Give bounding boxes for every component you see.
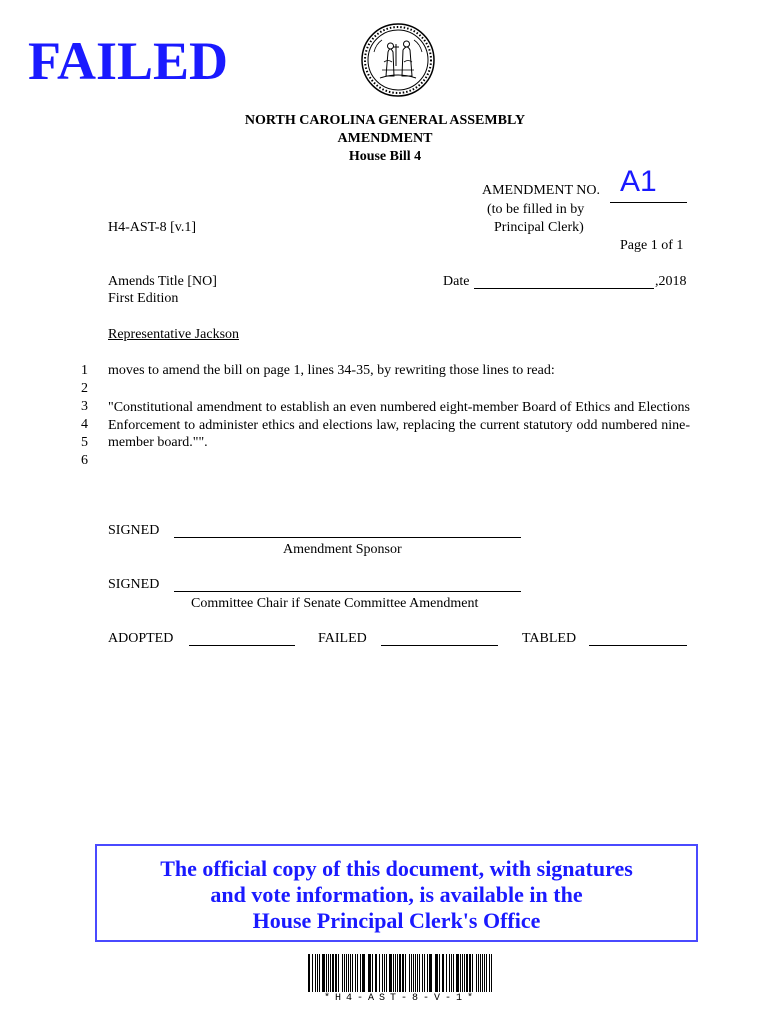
official-copy-notice [95,844,698,942]
amendment-note-line1: (to be filled in by [487,202,585,217]
tabled-label: TABLED [522,631,577,646]
date-year: ,2018 [655,274,687,289]
document-type: AMENDMENT [337,131,433,146]
sponsor-caption: Amendment Sponsor [283,542,402,557]
page-indicator: Page 1 of 1 [620,238,684,253]
notice-line1: The official copy of this document, with signatures [160,856,633,881]
adopted-label: ADOPTED [108,631,174,646]
barcode-icon [308,954,494,992]
barcode-text: *H4-AST-8-V-1* [323,993,478,1004]
line-number: 6 [81,453,88,468]
amends-title: Amends Title [NO] [108,274,217,289]
failed-line [381,645,498,646]
notice-line3: House Principal Clerk's Office [252,908,541,933]
line-number: 2 [81,381,88,396]
document-id: H4-AST-8 [v.1] [108,220,197,235]
line-number: 4 [81,417,88,432]
failed-label: FAILED [318,631,367,646]
assembly-title: NORTH CAROLINA GENERAL ASSEMBLY [244,113,526,128]
line-number: 5 [81,435,88,450]
motion-text: moves to amend the bill on page 1, lines 34-35, by rewriting those lines to read: [108,363,555,378]
amendment-no-label: AMENDMENT NO. [482,183,600,198]
notice-line2: and vote information, is available in the [210,882,583,907]
bill-title: House Bill 4 [348,149,422,164]
signed-label-sponsor: SIGNED [108,523,160,538]
state-seal-icon [360,22,436,98]
amendment-note-line2: Principal Clerk) [494,220,584,235]
sponsor-signature-line [174,537,521,538]
adopted-line [189,645,295,646]
amendment-quote: "Constitutional amendment to establish an even numbered eight-member Board of Ethics and Elections Enforcement to administer ethics and elections law, replacing the current statutory odd numbered nine-member board."". [108,400,690,450]
tabled-line [589,645,687,646]
amendment-no-underline [610,202,687,203]
failed-stamp: FAILED [28,31,229,91]
amendment-number: A1 [620,165,657,198]
sponsor-name: Representative Jackson [108,327,240,342]
chair-signature-line [174,591,521,592]
line-number: 1 [81,363,88,378]
line-number: 3 [81,399,88,414]
date-label: Date [443,274,470,289]
chair-caption: Committee Chair if Senate Committee Amendment [191,596,479,611]
signed-label-chair: SIGNED [108,577,160,592]
edition: First Edition [108,291,179,306]
date-line [474,288,654,289]
